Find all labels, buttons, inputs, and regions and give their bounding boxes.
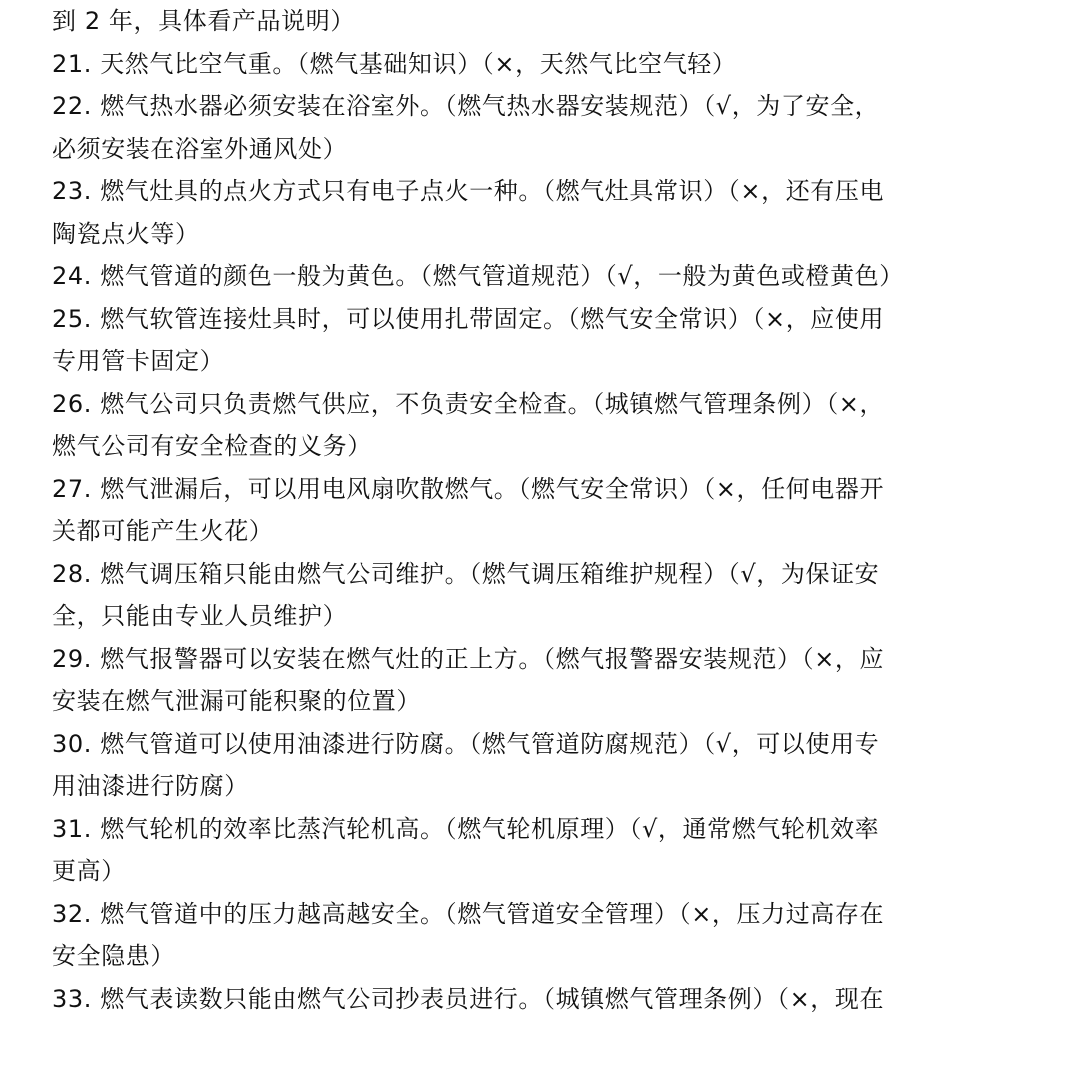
text-line: 26. 燃气公司只负责燃气供应，不负责安全检查。（城镇燃气管理条例）（×， (52, 389, 885, 418)
text-line: 30. 燃气管道可以使用油漆进行防腐。（燃气管道防腐规范）（√，可以使用专 (52, 729, 880, 758)
text-line: 更高） (52, 857, 126, 885)
text-line: 23. 燃气灶具的点火方式只有电子点火一种。（燃气灶具常识）（×，还有压电 (52, 177, 885, 205)
text-line: 32. 燃气管道中的压力越高越安全。（燃气管道安全管理）（×，压力过高存在 (52, 899, 885, 928)
text-line: 21. 天然气比空气重。（燃气基础知识）（×，天然气比空气轻） (52, 49, 737, 78)
text-line: 27. 燃气泄漏后，可以用电风扇吹散燃气。（燃气安全常识）（×，任何电器开 (52, 474, 885, 503)
document-text-block (52, 0, 1052, 1020)
text-line: 安装在燃气泄漏可能积聚的位置） (52, 687, 421, 715)
text-line: 用油漆进行防腐） (52, 772, 249, 800)
text-line: 燃气公司有安全检查的义务） (52, 432, 372, 460)
text-line: 25. 燃气软管连接灶具时，可以使用扎带固定。（燃气安全常识）（×，应使用 (52, 304, 885, 333)
text-line: 关都可能产生火花） (52, 517, 274, 545)
text-line: 33. 燃气表读数只能由燃气公司抄表员进行。（城镇燃气管理条例）（×，现在 (52, 984, 885, 1013)
text-line: 28. 燃气调压箱只能由燃气公司维护。（燃气调压箱维护规程）（√，为保证安 (52, 559, 880, 588)
text-line: 29. 燃气报警器可以安装在燃气灶的正上方。（燃气报警器安装规范）（×，应 (52, 644, 885, 673)
text-line: 22. 燃气热水器必须安装在浴室外。（燃气热水器安装规范）（√，为了安全， (52, 92, 880, 120)
text-line: 全，只能由专业人员维护） (52, 602, 348, 630)
text-line: 24. 燃气管道的颜色一般为黄色。（燃气管道规范）（√，一般为黄色或橙黄色） (52, 262, 904, 290)
text-line: 陶瓷点火等） (52, 219, 200, 248)
text-line: 31. 燃气轮机的效率比蒸汽轮机高。（燃气轮机原理）（√，通常燃气轮机效率 (52, 814, 880, 843)
text-line: 专用管卡固定） (52, 347, 225, 375)
text-line: 安全隐患） (52, 942, 175, 970)
text-line: 到 2 年，具体看产品说明） (52, 7, 355, 35)
text-line: 必须安装在浴室外通风处） (52, 134, 348, 163)
